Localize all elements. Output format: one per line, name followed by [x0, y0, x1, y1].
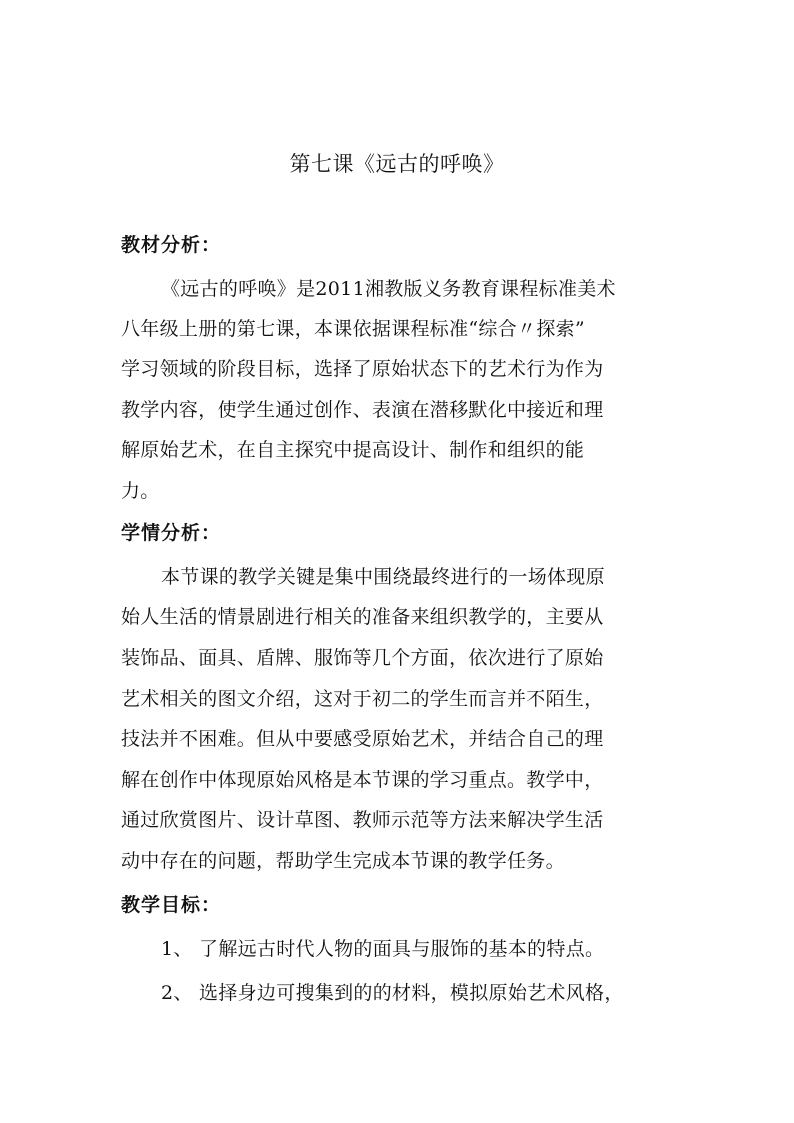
- paragraph-line: 解在创作中体现原始风格是本节课的学习重点。教学中，: [121, 769, 604, 791]
- paragraph-line: 始人生活的情景剧进行相关的准备来组织教学的，主要从: [121, 606, 604, 628]
- paragraph-line: 技法并不困难。但从中要感受原始艺术，并结合自己的理: [121, 728, 604, 750]
- paragraph-line: 艺术相关的图文介绍，这对于初二的学生而言并不陌生，: [121, 688, 604, 710]
- paragraph-line: 教学内容，使学生通过创作、表演在潜移默化中接近和理: [121, 399, 604, 421]
- paragraph-line: 通过欣赏图片、设计草图、教师示范等方法来解决学生活: [121, 809, 604, 831]
- section-heading-teaching-goals: 教学目标：: [121, 894, 222, 916]
- section-heading-learner-analysis: 学情分析：: [121, 522, 222, 544]
- goal-item-1: 1、 了解远古时代人物的面具与服饰的基本的特点。: [161, 938, 605, 960]
- paragraph-line: 解原始艺术，在自主探究中提高设计、制作和组织的能: [121, 439, 585, 461]
- section-heading-textbook-analysis: 教材分析：: [121, 234, 222, 256]
- paragraph-line: 装饰品、面具、盾牌、服饰等几个方面，依次进行了原始: [121, 647, 604, 669]
- document-title: 第七课《远古的呼唤》: [289, 152, 505, 176]
- paragraph-line: 八年级上册的第七课，本课依据课程标准“综合〃探索”: [121, 318, 585, 340]
- paragraph-line: 本节课的教学关键是集中围绕最终进行的一场体现原: [161, 566, 605, 588]
- goal-item-2: 2、 选择身边可搜集到的的材料，模拟原始艺术风格，: [161, 982, 624, 1004]
- paragraph-line: 学习领域的阶段目标，选择了原始状态下的艺术行为作为: [121, 358, 604, 380]
- paragraph-line: 《远古的呼唤》是2011湘教版义务教育课程标准美术: [161, 278, 616, 300]
- paragraph-line: 动中存在的问题，帮助学生完成本节课的教学任务。: [121, 850, 565, 872]
- paragraph-line: 力。: [121, 480, 160, 502]
